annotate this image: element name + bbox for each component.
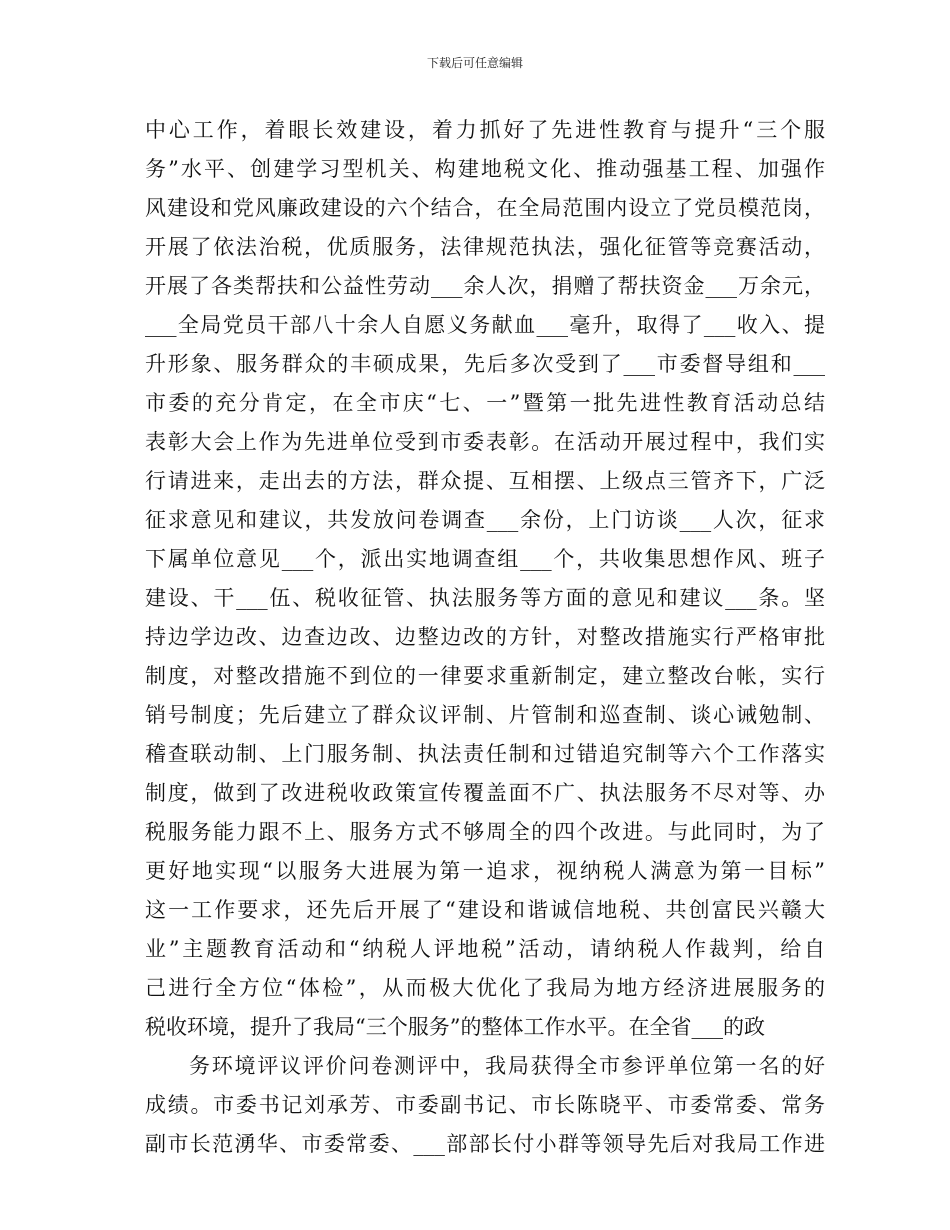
text-line: 制度，做到了改进税收政策宣传覆盖面不广、执法服务不尽对等、办 (145, 781, 825, 805)
text-line: 开展了依法治税，优质服务，法律规范执法，强化征管等竞赛活动， (145, 235, 825, 259)
text-line: 销号制度；先后建立了群众议评制、片管制和巡查制、谈心诫勉制、 (145, 703, 825, 727)
page-header: 下载后可任意编辑 (426, 56, 523, 70)
text-line: 务”水平、创建学习型机关、构建地税文化、推动强基工程、加强作 (145, 157, 825, 181)
text-line: 业”主题教育活动和“纳税人评地税”活动，请纳税人作裁判，给自 (145, 937, 825, 961)
text-line: 制度，对整改措施不到位的一律要求重新制定，建立整改台帐，实行 (145, 664, 825, 688)
text-line: 己进行全方位“体检”，从而极大优化了我局为地方经济进展服务的 (145, 976, 825, 1000)
text-line: 更好地实现“以服务大进展为第一追求，视纳税人满意为第一目标” (145, 859, 825, 883)
paragraph-2 (145, 1047, 825, 1164)
text-line: 建设、干___伍、税收征管、执法服务等方面的意见和建议___条。坚 (145, 586, 825, 610)
text-line: 开展了各类帮扶和公益性劳动___余人次，捐赠了帮扶资金___万余元， (145, 274, 825, 298)
text-line: 风建设和党风廉政建设的六个结合，在全局范围内设立了党员模范岗， (145, 196, 825, 220)
text-line: 税收环境，提升了我局“三个服务”的整体工作水平。在全省___的政 (145, 1015, 765, 1039)
text-line: 下属单位意见___个，派出实地调查组___个，共收集思想作风、班子 (145, 547, 825, 571)
text-line: 征求意见和建议，共发放问卷调查___余份，上门访谈___人次，征求 (145, 508, 825, 532)
document-body (145, 111, 825, 1164)
text-line: 表彰大会上作为先进单位受到市委表彰。在活动开展过程中，我们实 (145, 430, 825, 454)
text-line: 副市长范湧华、市委常委、___部部长付小群等领导先后对我局工作进 (145, 1132, 825, 1156)
text-line: 持边学边改、边查边改、边整边改的方针，对整改措施实行严格审批 (145, 625, 825, 649)
text-line: 税服务能力跟不上、服务方式不够周全的四个改进。与此同时，为了 (145, 820, 825, 844)
text-line: 这一工作要求，还先后开展了“建设和谐诚信地税、共创富民兴赣大 (145, 898, 825, 922)
text-line: 行请进来，走出去的方法，群众提、互相摆、上级点三管齐下，广泛 (145, 469, 825, 493)
text-line: 稽查联动制、上门服务制、执法责任制和过错追究制等六个工作落实 (145, 742, 825, 766)
text-line: 市委的充分肯定，在全市庆“七、一”暨第一批先进性教育活动总结 (145, 391, 825, 415)
text-line: 务环境评议评价问卷测评中，我局获得全市参评单位第一名的好 (189, 1054, 825, 1078)
text-line: 成绩。市委书记刘承芳、市委副书记、市长陈晓平、市委常委、常务 (145, 1093, 825, 1117)
paragraph-1 (145, 111, 825, 1047)
text-line: ___全局党员干部八十余人自愿义务献血___毫升，取得了___收入、提 (145, 313, 825, 337)
text-line: 中心工作，着眼长效建设，着力抓好了先进性教育与提升“三个服 (145, 118, 825, 142)
text-line: 升形象、服务群众的丰硕成果，先后多次受到了___市委督导组和___ (145, 352, 825, 376)
